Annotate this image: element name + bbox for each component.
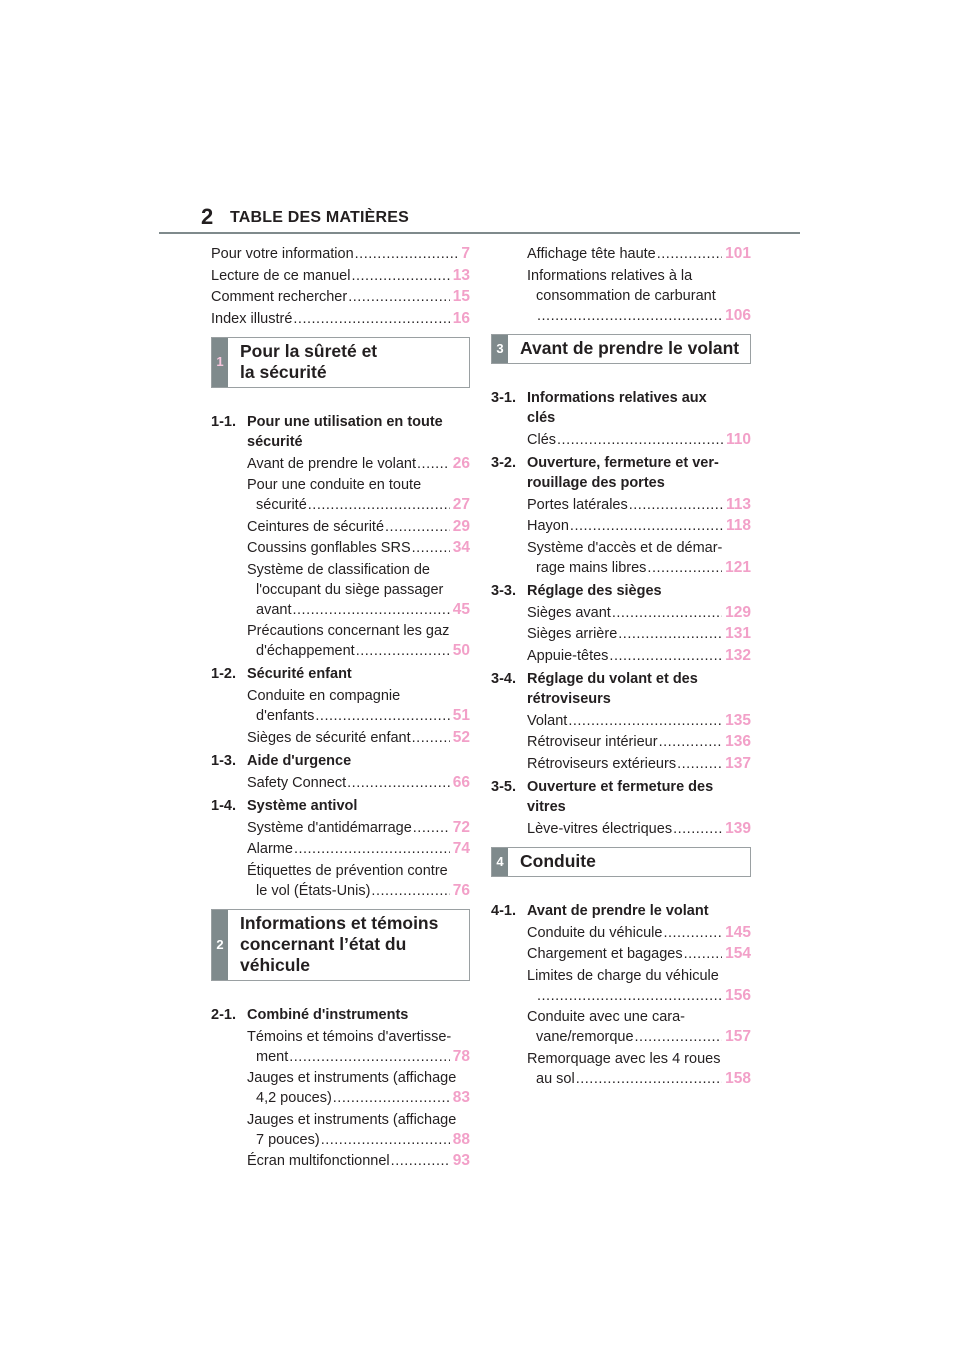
toc-entry-line[interactable] <box>527 495 751 515</box>
toc-entry-line[interactable] <box>247 881 470 901</box>
dot-leader <box>634 1027 723 1047</box>
section-title-line: Ouverture, fermeture et ver- <box>527 454 719 471</box>
toc-page-number[interactable]: 110 <box>725 430 751 448</box>
section-number: 3-4. <box>491 670 516 687</box>
dot-leader <box>332 1088 450 1108</box>
toc-page-number[interactable]: 131 <box>725 625 751 642</box>
toc-page-number[interactable]: 27 <box>452 496 470 513</box>
dot-leader <box>567 711 722 731</box>
toc-entry[interactable] <box>491 495 751 515</box>
section-heading <box>491 581 751 601</box>
toc-entry[interactable] <box>491 1049 751 1089</box>
toc-page-number[interactable]: 88 <box>452 1130 470 1148</box>
toc-entry-label: Safety Connect <box>247 774 347 791</box>
toc-entry-label: Volant <box>527 712 568 729</box>
right-column <box>491 244 751 1090</box>
dot-leader <box>411 728 450 748</box>
chapter-title-line: véhicule <box>240 954 311 975</box>
section-title-line: Pour une utilisation en toute <box>247 413 443 430</box>
dot-leader <box>370 881 449 901</box>
toc-entry-text: Témoins et témoins d'avertisse- <box>247 1028 452 1045</box>
section-title-line: Système antivol <box>247 797 358 814</box>
section-heading <box>491 388 751 428</box>
toc-page-number[interactable]: 78 <box>452 1047 470 1065</box>
toc-entry-label: Lecture de ce manuel <box>211 267 351 284</box>
toc-entry-line[interactable] <box>211 266 470 286</box>
toc-entry-label: Clés <box>527 431 557 448</box>
toc-entry-line[interactable] <box>527 754 751 774</box>
section-title <box>527 901 751 921</box>
toc-entry-line[interactable] <box>247 495 470 515</box>
toc-entry-label: Rétroviseurs extérieurs <box>527 755 677 772</box>
toc-entry-line[interactable] <box>527 624 751 644</box>
section-title-line: rétroviseurs <box>527 690 611 707</box>
toc-entry-line[interactable] <box>247 706 470 726</box>
chapter-tab: 1 <box>212 338 228 387</box>
dot-leader <box>611 603 722 623</box>
toc-page-number[interactable]: 50 <box>452 642 470 659</box>
dot-leader <box>575 1069 722 1089</box>
toc-entry-line[interactable] <box>527 516 751 536</box>
toc-page-number[interactable]: 158 <box>725 1069 751 1087</box>
toc-entry[interactable] <box>491 966 751 1006</box>
toc-entry[interactable] <box>491 430 751 450</box>
toc-entry-line[interactable] <box>247 454 470 474</box>
toc-page-number[interactable]: 129 <box>725 603 751 621</box>
toc-page-number[interactable]: 45 <box>452 600 470 618</box>
chapter-header-1[interactable] <box>211 337 470 388</box>
toc-entry-line[interactable] <box>247 600 470 620</box>
toc-entry-line[interactable] <box>211 287 470 307</box>
toc-entry[interactable] <box>491 538 751 578</box>
toc-entry-line[interactable] <box>247 641 470 661</box>
chapter-tab: 2 <box>212 910 228 980</box>
section-title <box>247 751 470 771</box>
dot-leader <box>536 986 722 1006</box>
toc-entry-line[interactable] <box>211 309 470 329</box>
toc-page-number[interactable]: 66 <box>452 773 470 791</box>
toc-entry-label: Lève-vitres électriques <box>527 820 673 837</box>
chapter-title <box>508 335 747 363</box>
section-number: 1-2. <box>211 666 236 682</box>
toc-entry-label: Chargement et bagages <box>527 946 683 962</box>
toc-entry[interactable] <box>491 603 751 623</box>
section-heading <box>491 901 751 921</box>
section-title <box>527 777 751 817</box>
toc-entry[interactable] <box>491 516 751 536</box>
section-title-line: Sécurité enfant <box>247 666 352 682</box>
toc-entry-label: Conduite du véhicule <box>527 924 663 941</box>
section-title <box>247 412 470 452</box>
section-title-line: Aide d'urgence <box>247 752 352 769</box>
toc-entry[interactable] <box>211 686 470 726</box>
page-title: TABLE DES MATIÈRES <box>230 209 410 226</box>
dot-leader <box>288 1047 450 1067</box>
toc-entry-text: Jauges et instruments (affichage <box>247 1070 457 1086</box>
toc-entry-line[interactable] <box>247 839 470 859</box>
section-number: 1-1. <box>211 413 236 430</box>
section-heading <box>211 1005 470 1025</box>
page-number: 2 <box>201 204 214 229</box>
chapter-header-4[interactable] <box>491 847 751 877</box>
dot-leader <box>354 244 459 264</box>
section-title <box>527 388 751 428</box>
toc-entry-label: Hayon <box>527 518 569 534</box>
chapter-title-line: Avant de prendre le volant <box>520 337 740 358</box>
toc-entry[interactable] <box>491 244 751 264</box>
toc-entry-text: l'occupant du siège passager <box>256 581 444 598</box>
toc-entry-label: avant <box>256 601 292 618</box>
toc-entry[interactable] <box>211 538 470 558</box>
toc-entry[interactable] <box>211 818 470 838</box>
section-number: 3-2. <box>491 454 516 471</box>
toc-entry[interactable] <box>491 819 751 839</box>
chapter-title-line: concernant l’état du <box>240 933 407 954</box>
chapter-title <box>228 910 446 980</box>
section-heading <box>211 664 470 684</box>
toc-entry-line[interactable] <box>527 819 751 839</box>
left-column <box>211 244 470 1173</box>
toc-entry-line[interactable] <box>527 244 751 264</box>
toc-entry-label: rage mains libres <box>536 559 647 576</box>
toc-entry[interactable] <box>211 1110 470 1150</box>
toc-page-number[interactable]: 118 <box>725 517 751 534</box>
section-title <box>247 664 470 684</box>
toc-entry-text: Conduite avec une cara- <box>527 1009 685 1025</box>
section-number: 1-3. <box>211 752 236 769</box>
toc-page-number[interactable]: 121 <box>725 558 751 576</box>
toc-entry[interactable] <box>211 621 470 661</box>
section-title-line: Réglage du volant et des <box>527 670 698 687</box>
toc-entry-line[interactable] <box>247 1047 470 1067</box>
toc-entry[interactable] <box>211 475 470 515</box>
toc-page-number[interactable]: 93 <box>452 1152 470 1169</box>
toc-entry-label: 7 pouces) <box>256 1131 320 1148</box>
section-title <box>527 581 751 601</box>
toc-entry-line[interactable] <box>247 1088 470 1108</box>
toc-entry-line[interactable] <box>527 603 751 623</box>
dot-leader <box>683 944 723 964</box>
toc-entry[interactable] <box>211 1068 470 1108</box>
dot-leader <box>676 754 722 774</box>
toc-entry-line[interactable] <box>247 517 470 537</box>
toc-entry-label: 4,2 pouces) <box>256 1090 332 1106</box>
toc-entry-line[interactable] <box>247 728 470 748</box>
toc-entry-label: d'enfants <box>256 708 315 724</box>
dot-leader <box>411 538 450 558</box>
toc-entry-label: Rétroviseur intérieur <box>527 734 658 750</box>
section-heading <box>211 751 470 771</box>
toc-page-number[interactable]: 15 <box>452 288 470 305</box>
toc-entry[interactable] <box>211 517 470 537</box>
toc-entry-line[interactable] <box>527 1069 751 1089</box>
toc-page-number[interactable]: 13 <box>452 266 470 284</box>
toc-page-number[interactable]: 136 <box>725 733 751 750</box>
toc-entry[interactable] <box>491 754 751 774</box>
toc-entry[interactable] <box>211 1151 470 1171</box>
toc-entry-label: ment <box>256 1048 289 1065</box>
chapter-title-line: Pour la sûreté et <box>240 340 378 361</box>
toc-entry-label: Affichage tête haute <box>527 246 656 262</box>
toc-entry-label: Système d'antidémarrage <box>247 819 412 836</box>
toc-entry[interactable] <box>491 266 751 326</box>
section-title-line: Informations relatives aux <box>527 389 707 406</box>
toc-entry-line[interactable] <box>247 538 470 558</box>
dot-leader <box>355 641 450 661</box>
toc-entry-text: Étiquettes de prévention contre <box>247 862 448 879</box>
toc-page-number[interactable]: 145 <box>725 923 751 941</box>
toc-entry-line[interactable] <box>247 773 470 793</box>
section-title-line: Réglage des sièges <box>527 582 662 599</box>
toc-entry-text: Limites de charge du véhicule <box>527 967 719 984</box>
toc-entry-label: au sol <box>536 1070 575 1087</box>
chapter-header-2[interactable] <box>211 909 470 981</box>
chapter-header-3[interactable] <box>491 334 751 364</box>
dot-leader <box>617 624 722 644</box>
dot-leader <box>628 495 723 515</box>
chapter-tab: 4 <box>492 848 508 876</box>
toc-page-number[interactable]: 74 <box>452 840 470 857</box>
toc-entry-text: Système d'accès et de démar- <box>527 539 723 556</box>
section-number: 1-4. <box>211 797 236 814</box>
toc-entry[interactable] <box>211 728 470 748</box>
toc-page-number[interactable]: 26 <box>452 454 470 472</box>
dot-leader <box>390 1151 450 1171</box>
section-number: 3-5. <box>491 778 516 795</box>
section-title <box>527 669 751 709</box>
section-title-line: Ouverture et fermeture des <box>527 778 714 795</box>
section-number: 3-1. <box>491 389 516 406</box>
section-title-line: sécurité <box>247 433 303 450</box>
toc-entry-label: Coussins gonflables SRS <box>247 540 411 556</box>
toc-entry-line[interactable] <box>527 646 751 666</box>
toc-entry[interactable] <box>491 923 751 943</box>
toc-entry-label: Comment rechercher <box>211 289 348 305</box>
section-title <box>247 1005 470 1025</box>
chapter-title <box>508 848 604 876</box>
toc-page-number[interactable]: 157 <box>725 1028 751 1045</box>
toc-entry-line[interactable] <box>527 430 751 450</box>
toc-entry-label: Pour votre information <box>211 246 354 262</box>
toc-entry-label: d'échappement <box>256 643 355 659</box>
toc-page-number[interactable]: 76 <box>452 881 470 899</box>
dot-leader <box>416 454 450 474</box>
toc-entry-text: consommation de carburant <box>536 287 716 304</box>
toc-entry-line[interactable] <box>527 558 751 578</box>
toc-page-number[interactable]: 154 <box>725 945 751 962</box>
toc-page-number[interactable]: 7 <box>461 245 470 262</box>
chapter-title <box>228 338 385 387</box>
dot-leader <box>307 495 450 515</box>
toc-entry-text: Pour une conduite en toute <box>247 477 422 493</box>
toc-entry-line[interactable] <box>527 1027 751 1047</box>
toc-entry-label: Sièges arrière <box>527 626 618 642</box>
dot-leader <box>350 266 449 286</box>
section-heading <box>491 669 751 709</box>
toc-page-number[interactable]: 137 <box>725 754 751 772</box>
chapter-tab: 3 <box>492 335 508 363</box>
section-title <box>527 453 751 493</box>
toc-page-number[interactable]: 156 <box>725 986 751 1004</box>
header-rule <box>159 232 800 234</box>
toc-entry-text: Système de classification de <box>247 561 430 578</box>
toc-page-number[interactable]: 29 <box>452 517 470 535</box>
dot-leader <box>569 516 723 536</box>
toc-entry-label: Avant de prendre le volant <box>247 455 417 472</box>
toc-entry-line[interactable] <box>247 1151 470 1171</box>
toc-entry-label: Appuie-têtes <box>527 647 609 664</box>
dot-leader <box>656 244 722 264</box>
section-heading <box>491 777 751 817</box>
dot-leader <box>314 706 449 726</box>
dot-leader <box>662 923 722 943</box>
chapter-title-line: Conduite <box>520 850 596 871</box>
toc-entry[interactable] <box>491 1007 751 1047</box>
toc-page-number[interactable]: 132 <box>725 646 751 664</box>
toc-entry-label: Ceintures de sécurité <box>247 518 385 535</box>
toc-page-number[interactable]: 135 <box>725 711 751 729</box>
toc-entry[interactable] <box>211 560 470 620</box>
dot-leader <box>292 309 449 329</box>
dot-leader <box>293 839 450 859</box>
dot-leader <box>346 773 450 793</box>
dot-leader <box>646 558 722 578</box>
dot-leader <box>291 600 449 620</box>
toc-page-number[interactable]: 72 <box>452 818 470 836</box>
toc-entry-line[interactable] <box>527 944 751 964</box>
section-number: 4-1. <box>491 902 516 919</box>
toc-page-number[interactable]: 139 <box>725 819 751 837</box>
toc-entry[interactable] <box>491 944 751 964</box>
toc-page-number[interactable]: 113 <box>725 495 751 513</box>
toc-entry[interactable] <box>491 732 751 752</box>
chapter-title-line: Informations et témoins <box>240 912 439 933</box>
section-title-line: Combiné d'instruments <box>247 1006 409 1023</box>
toc-entry[interactable] <box>211 1027 470 1067</box>
section-heading <box>211 412 470 452</box>
toc-entry-label: Portes latérales <box>527 496 628 513</box>
toc-entry-label: Sièges avant <box>527 604 611 621</box>
toc-entry[interactable] <box>211 839 470 859</box>
section-title <box>247 796 470 816</box>
chapter-title-line: la sécurité <box>240 361 327 382</box>
toc-entry[interactable] <box>491 624 751 644</box>
section-title-line: rouillage des portes <box>527 474 665 491</box>
toc-entry-line[interactable] <box>527 923 751 943</box>
toc-entry-label: vane/remorque <box>536 1029 634 1045</box>
toc-entry-label: Index illustré <box>211 310 293 327</box>
toc-entry-text: Remorquage avec les 4 roues <box>527 1050 721 1067</box>
toc-entry[interactable] <box>211 861 470 901</box>
section-title-line: clés <box>527 409 556 426</box>
toc-page-number[interactable]: 83 <box>452 1089 470 1106</box>
toc-page-number[interactable]: 34 <box>452 539 470 556</box>
toc-entry-label: Sièges de sécurité enfant <box>247 729 411 746</box>
toc-entry-label: Écran multifonctionnel <box>247 1153 390 1169</box>
toc-page-number[interactable]: 16 <box>452 309 470 327</box>
toc-entry-line[interactable] <box>527 986 751 1006</box>
toc-entry-line[interactable] <box>247 1130 470 1150</box>
toc-page-number[interactable]: 101 <box>725 245 751 262</box>
toc-entry-label: le vol (États-Unis) <box>256 882 371 899</box>
toc-entry-label: Alarme <box>247 841 293 857</box>
toc-entry-text: Précautions concernant les gaz <box>247 623 450 639</box>
toc-entry[interactable] <box>491 646 751 666</box>
dot-leader <box>608 646 722 666</box>
toc-page-number[interactable]: 51 <box>452 707 470 724</box>
section-heading <box>211 796 470 816</box>
toc-entry[interactable] <box>491 711 751 731</box>
dot-leader <box>412 818 450 838</box>
dot-leader <box>320 1130 450 1150</box>
dot-leader <box>556 430 723 450</box>
toc-entry-label: sécurité <box>256 497 307 513</box>
dot-leader <box>672 819 722 839</box>
toc-entry-text: Jauges et instruments (affichage <box>247 1111 457 1128</box>
dot-leader <box>384 517 450 537</box>
toc-page-number[interactable]: 52 <box>452 728 470 746</box>
toc-entry-line[interactable] <box>527 306 751 326</box>
toc-entry-line[interactable] <box>211 244 470 264</box>
toc-entry-text: Informations relatives à la <box>527 267 693 284</box>
section-heading <box>491 453 751 493</box>
dot-leader <box>347 287 450 307</box>
dot-leader <box>536 306 722 326</box>
toc-entry-line[interactable] <box>247 818 470 838</box>
toc-entry[interactable] <box>211 454 470 474</box>
section-title-line: vitres <box>527 798 566 815</box>
toc-entry-line[interactable] <box>527 732 751 752</box>
toc-page-number[interactable]: 106 <box>725 306 751 324</box>
dot-leader <box>658 732 723 752</box>
toc-entry-text: Conduite en compagnie <box>247 688 401 704</box>
toc-entry[interactable] <box>211 773 470 793</box>
section-number: 2-1. <box>211 1006 236 1023</box>
section-title-line: Avant de prendre le volant <box>527 902 709 919</box>
toc-entry-line[interactable] <box>527 711 751 731</box>
section-number: 3-3. <box>491 582 516 599</box>
